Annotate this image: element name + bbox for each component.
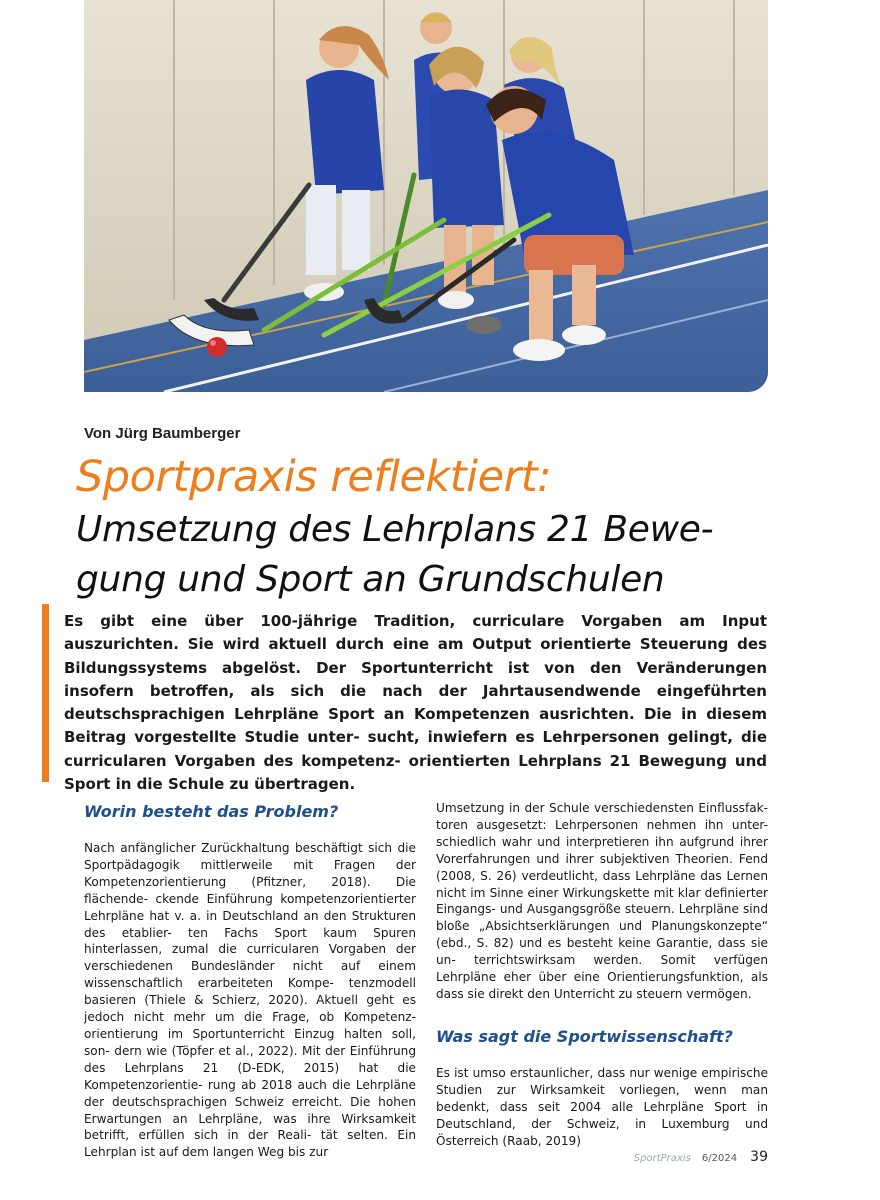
hero-illustration — [84, 0, 768, 392]
page-footer — [634, 1146, 768, 1165]
section-heading-sportwissenschaft: Was sagt die Sportwissenschaft? — [436, 1026, 733, 1046]
body-paragraph: Umsetzung in der Schule verschiedensten Einflussfak- toren ausgesetzt: Lehrpersonen nehmen ihn unter- schiedlich wahr und interpretieren ihn aufgrund ihrer Vorerfahrungen und ihrer subjektiven Theorien. Fend (2008, S. 26) verdeutlicht, dass Lehrpläne das Lernen nicht im Sinne einer Wirkungskette mit klar definierter Eingangs- und Ausgangsgröße steuern. Lehrpläne sind bloße „Absichtserklärungen und Planungskonzepte“ (ebd., S. 82) und es besteht keine Garantie, dass sie un- terrichtswirksam werden. Somit verfügen Lehrpläne eher über eine Orientierungsfunktion, als dass sie direkt den Unterricht zu steuern vermögen. — [436, 801, 768, 1001]
lead-paragraph: Es gibt eine über 100-jährige Tradition, curriculare Vorgaben am Input auszurichten. Sie wird aktuell durch eine am Output orientierte Steuerung des Bildungssystems abgelöst. Der Sportunterricht ist von den Veränderungen insofern betroffen, als sich die nach der Jahrtausendwende eingeführten deutschsprachigen Lehrpläne Sport an Kompetenzen ausrichten. Die in diesem Beitrag vorgestellte Studie unter- sucht, inwiefern es Lehrpersonen gelingt, die curricularen Vorgaben des kompetenz- orientierten Lehrplans 21 Bewegung und Sport in die Schule zu übertragen. — [64, 612, 767, 794]
magazine-name: SportPraxis — [633, 1153, 691, 1164]
lead-accent-bar — [42, 604, 49, 782]
section-heading-problem: Worin besteht das Problem? — [84, 802, 339, 821]
hero-photo — [84, 0, 768, 392]
issue-number: 6/2024 — [701, 1153, 738, 1164]
article-title: Sportpraxis reflektiert: — [76, 452, 552, 502]
column-left — [84, 800, 416, 1161]
page-number: 39 — [750, 1149, 768, 1165]
article-subtitle: Umsetzung des Lehrplans 21 Bewe- gung und Sport an Grundschulen — [76, 509, 714, 600]
body-paragraph: Es ist umso erstaunlicher, dass nur wenige empirische Studien zur Wirksamkeit vorliegen, wenn man bedenkt, dass seit 2004 alle Lehrpläne Sport in Deutschland, der Schweiz, in Luxemburg und Österreich (Raab, 2019) — [436, 1065, 768, 1148]
body-paragraph: Nach anfänglicher Zurückhaltung beschäftigt sich die Sportpädagogik mittlerweile mit Fragen der Kompetenzorientierung (Pfitzner, 2018). Die flächende- ckende Einführung kompetenzorientierter Lehrpläne hat v. a. in Deutschland an den Strukturen des etablier- ten Fachs Sport kaum Spuren hinterlassen, zumal die curricularen Vorgaben der verschiedenen Bundesländer nicht auf einem wissenschaftlich erarbeiteten Kompe- tenzmodell basieren (Thiele & Schierz, 2020). Aktuell geht es jedoch nicht mehr um die Frage, ob Kompetenz- orientierung im Sportunterricht Einzug halten soll, son- dern wie (Töpfer et al., 2022). Mit der Einführung des Lehrplans 21 (D-EDK, 2015) hat die Kompetenzorientie- rung ab 2018 auch die Lehrpläne der deutschsprachigen Schweiz erreicht. Die hohen Erwartungen an Lehrpläne, was ihre Wirksamkeit betrifft, erfüllen sich in der Reali- tät selten. Ein Lehrplan ist auf dem langen Weg bis zur — [84, 841, 416, 1160]
byline: Von Jürg Baumberger — [84, 425, 241, 442]
column-right — [436, 800, 768, 1149]
